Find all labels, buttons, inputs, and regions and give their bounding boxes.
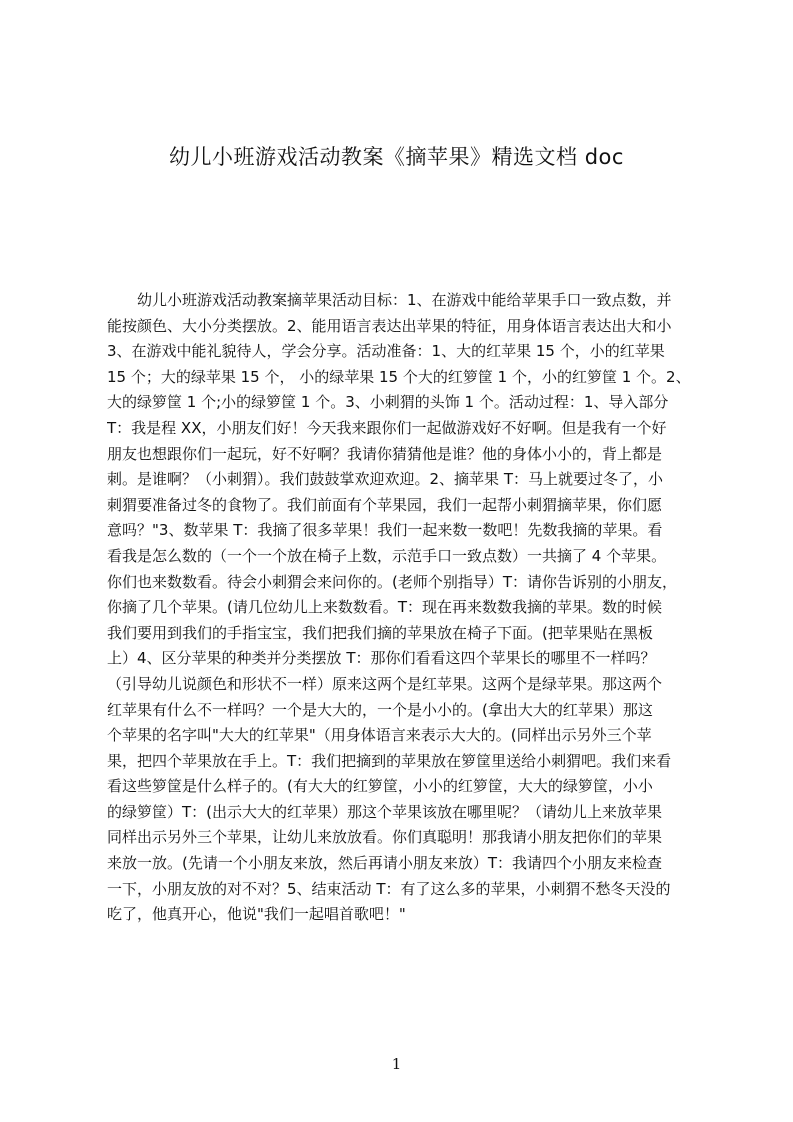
body-line: 的绿箩筐）T：(出示大大的红苹果）那这个苹果该放在哪里呢？（请幼儿上来放苹果 xyxy=(107,802,663,821)
body-line: 朋友也想跟你们一起玩，好不好啊？我请你猜猜他是谁？他的身体小小的，背上都是 xyxy=(107,444,663,463)
body-line: 果，把四个苹果放在手上。T：我们把摘到的苹果放在箩筐里送给小刺猬吧。我们来看 xyxy=(107,751,672,770)
body-line: 红苹果有什么不一样吗？一个是大大的，一个是小小的。(拿出大大的红苹果）那这 xyxy=(107,700,653,719)
body-line: 刺。是谁啊？（小刺猬）。我们鼓鼓掌欢迎欢迎。2、摘苹果 T：马上就要过冬了，小 xyxy=(107,470,663,489)
document-body xyxy=(107,288,697,928)
body-line: 看这些箩筐是什么样子的。(有大大的红箩筐，小小的红箩筐，大大的绿箩筐，小小 xyxy=(107,777,653,796)
body-line: 刺猬要准备过冬的食物了。我们前面有个苹果园，我们一起帮小刺猬摘苹果，你们愿 xyxy=(107,495,663,514)
body-line: 吃了，他真开心，他说"我们一起唱首歌吧！" xyxy=(107,905,406,924)
body-line: 15 个；大的绿苹果 15 个， 小的绿苹果 15 个大的红箩筐 1 个，小的红箩筐 1 个。2、 xyxy=(107,367,691,386)
body-line: 能按颜色、大小分类摆放。2、能用语言表达出苹果的特征，用身体语言表达出大和小 xyxy=(107,316,672,335)
body-line: 大的绿箩筐 1 个;小的绿箩筐 1 个。3、小刺猬的头饰 1 个。活动过程：1、导入部分 xyxy=(107,393,669,412)
body-line: 同样出示另外三个苹果，让幼儿来放放看。你们真聪明！那我请小朋友把你们的苹果 xyxy=(107,828,663,847)
body-line: 3、在游戏中能礼貌待人，学会分享。活动准备：1、大的红苹果 15 个，小的红苹果 xyxy=(107,342,665,361)
body-line: 你摘了几个苹果。(请几位幼儿上来数数看。T：现在再来数数我摘的苹果。数的时候 xyxy=(107,598,663,617)
body-line: （引导幼儿说颜色和形状不一样）原来这两个是红苹果。这两个是绿苹果。那这两个 xyxy=(107,674,663,693)
body-line: 上）4、区分苹果的种类并分类摆放 T：那你们看看这四个苹果长的哪里不一样吗？ xyxy=(107,649,656,668)
page-title: 幼儿小班游戏活动教案《摘苹果》精选文档 doc xyxy=(169,145,624,169)
body-line: 幼儿小班游戏活动教案摘苹果活动目标：1、在游戏中能给苹果手口一致点数，并 xyxy=(107,291,672,309)
body-line: 个苹果的名字叫"大大的红苹果"（用身体语言来表示大大的。(同样出示另外三个苹 xyxy=(107,726,652,745)
body-line: 我们要用到我们的手指宝宝，我们把我们摘的苹果放在椅子下面。(把苹果贴在黑板 xyxy=(107,623,653,642)
body-line: 来放一放。(先请一个小朋友来放，然后再请小朋友来放）T：我请四个小朋友来检查 xyxy=(107,854,663,873)
body-line: 你们也来数数看。待会小刺猬会来问你的。(老师个别指导）T：请你告诉别的小朋友， xyxy=(107,572,678,591)
body-line: 一下，小朋友放的对不对？5、结束活动 T：有了这么多的苹果，小刺猬不愁冬天没的 xyxy=(107,879,671,898)
page-number: 1 xyxy=(391,1055,402,1073)
body-line: 意吗？"3、数苹果 T：我摘了很多苹果！我们一起来数一数吧！先数我摘的苹果。看 xyxy=(107,521,663,540)
body-line: 看我是怎么数的（一个一个放在椅子上数，示范手口一致点数）一共摘了 4 个苹果。 xyxy=(107,546,667,565)
body-line: T：我是程 XX，小朋友们好！今天我来跟你们一起做游戏好不好啊。但是我有一个好 xyxy=(107,418,667,437)
